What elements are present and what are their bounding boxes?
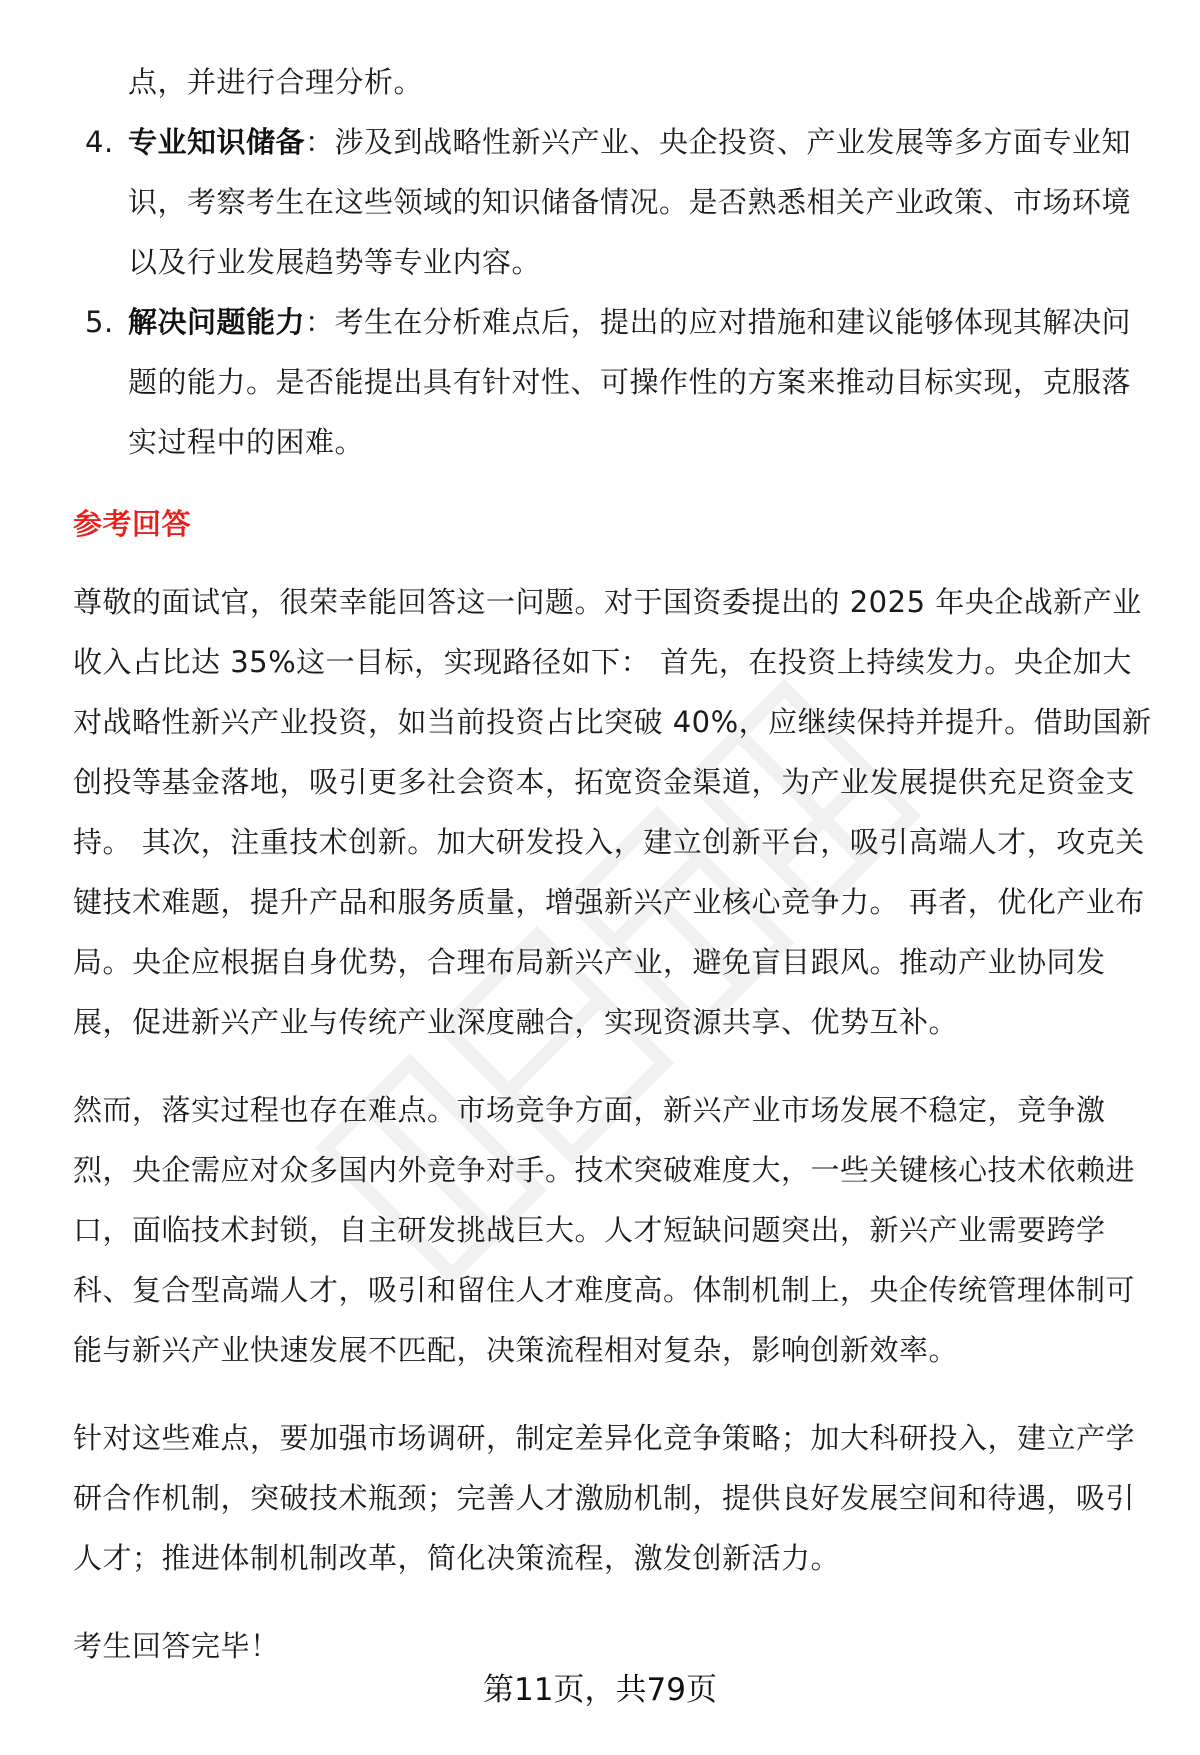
document-body (73, 52, 1158, 1706)
answer-paragraph: 然而，落实过程也存在难点。市场竞争方面，新兴产业市场发展不稳定，竞争激烈，央企需应对众多国内外竞争对手。技术突破难度大，一些关键核心技术依赖进口，面临技术封锁，自主研发挑战巨大。人才短缺问题突出，新兴产业需要跨学科、复合型高端人才，吸引和留住人才难度高。体制机制上，央企传统管理体制可能与新兴产业快速发展不匹配，决策流程相对复杂，影响创新效率。 (73, 1093, 1136, 1367)
item-term: 专业知识储备 (128, 125, 306, 159)
list-item (73, 292, 1158, 472)
item-text: 考生在分析难点后，提出的应对措施和建议能够体现其解决问题的能力。是否能提出具有针对性、可操作性的方案来推动目标实现，克服落实过程中的困难。 (128, 305, 1132, 459)
item-number: 4. (85, 125, 114, 159)
answer-paragraph: 针对这些难点，要加强市场调研，制定差异化竞争策略；加大科研投入，建立产学研合作机制，突破技术瓶颈；完善人才激励机制，提供良好发展空间和待遇，吸引人才；推进体制机制改革，简化决策流程，激发创新活力。 (73, 1421, 1136, 1575)
item-term: 解决问题能力 (128, 305, 306, 339)
item-number: 5. (85, 305, 114, 339)
answer-closing: 考生回答完毕！ (73, 1629, 280, 1663)
answer-paragraph: 尊敬的面试官，很荣幸能回答这一问题。对于国资委提出的 2025 年央企战新产业收入占比达 35%这一目标，实现路径如下： 首先，在投资上持续发力。央企加大对战略性新兴产业投资，如当前投资占比突破 40%，应继续保持并提升。借助国新创投等基金落地，吸引更多社会资本，拓宽资金渠道，为产业发展提供充足资金支持。 其次，注重技术创新。加大研发投入，建立创新平台，吸引高端人才，攻克关键技术难题，提升产品和服务质量，增强新兴产业核心竞争力。 再者，优化产业布局。央企应根据自身优势，合理布局新兴产业，避免盲目跟风。推动产业协同发展，促进新兴产业与传统产业深度融合，实现资源共享、优势互补。 (73, 585, 1152, 1039)
page-number: 第11页，共79页 (483, 1672, 717, 1708)
criteria-list (73, 112, 1158, 472)
continued-text: 点，并进行合理分析。 (128, 65, 424, 99)
list-item (73, 112, 1158, 292)
item-separator: ： (305, 125, 335, 159)
item-text: 涉及到战略性新兴产业、央企投资、产业发展等多方面专业知识，考察考生在这些领域的知识储备情况。是否熟悉相关产业政策、市场环境以及行业发展趋势等专业内容。 (128, 125, 1132, 279)
section-heading: 参考回答 (73, 507, 192, 541)
item-separator: ： (305, 305, 335, 339)
